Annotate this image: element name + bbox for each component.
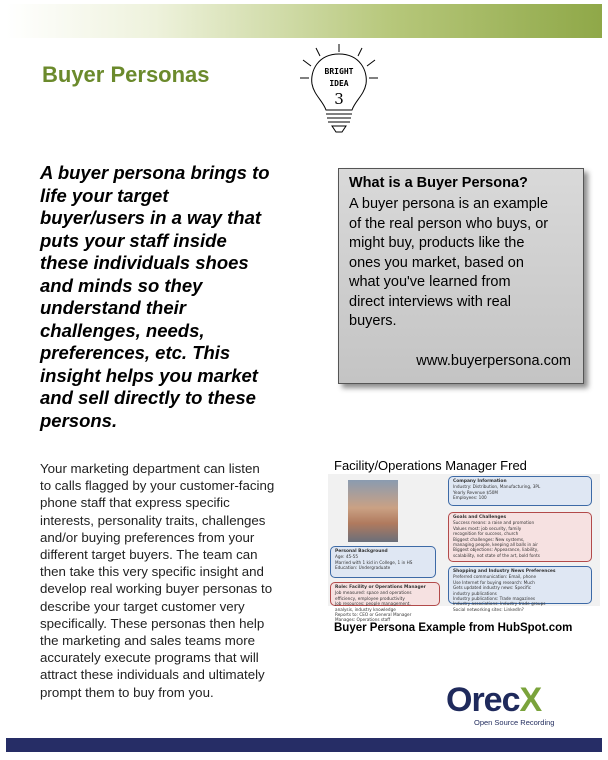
lead-line: and minds so they — [40, 274, 203, 296]
body-line: and/or buying preferences from your — [40, 529, 255, 545]
lead-line: persons. — [40, 409, 118, 431]
lead-line: life your target — [40, 184, 169, 206]
bulb-word-1: BRIGHT — [324, 67, 354, 76]
persona-example-image — [328, 474, 600, 623]
persona-photo — [348, 480, 398, 542]
logo-name-accent: X — [519, 681, 542, 719]
shopping-preferences-box — [448, 566, 592, 612]
goals-challenges-box — [448, 512, 592, 562]
box-item: Age: 45-55 — [335, 554, 359, 560]
callout-line: what you've learned from — [349, 274, 511, 290]
lead-line: A buyer persona brings to — [40, 162, 270, 183]
box-item: Success means: a raise and promotion — [453, 520, 535, 526]
box-item: Gets updated industry news: Specific — [453, 585, 532, 591]
goals-challenges-heading: Goals and Challenges — [453, 515, 507, 520]
lead-line: these individuals shoes — [40, 252, 249, 273]
box-item: Biggest challenges: New systems, — [453, 536, 525, 542]
bulb-number: 3 — [334, 90, 344, 108]
logo-wordmark — [446, 682, 554, 718]
box-item: Education: Undergraduate — [335, 565, 391, 571]
body-line: phone staff that express specific — [40, 495, 230, 511]
box-item: Preferred communication: Email, phone — [453, 574, 537, 580]
callout-line: direct interviews with real — [349, 293, 511, 310]
company-info-box — [448, 476, 592, 506]
box-item: Married with 1 kid in College, 1 in HS — [335, 559, 413, 565]
logo-tagline: Open Source Recording — [474, 718, 555, 727]
body-line: different target buyers. The team can — [40, 547, 258, 563]
body-line: develop real working buyer personas to — [40, 581, 273, 597]
callout-line: buyers. — [349, 313, 397, 329]
body-line: specifically. These personas then help — [40, 615, 265, 631]
personal-background-heading: Personal Background — [335, 549, 388, 554]
body-line: accurately execute programs that will — [40, 650, 259, 666]
box-item: managing people, keeping all balls in air — [453, 542, 538, 548]
callout-line: might buy, products like the — [349, 235, 525, 251]
box-item: analysis, industry knowledge — [335, 606, 396, 612]
box-item: Yearly Revenue $50M — [453, 489, 499, 495]
box-item: Reports to: CEO or General Manager — [335, 612, 412, 618]
lead-paragraph — [40, 162, 322, 432]
shopping-preferences-heading: Shopping and Industry News Preferences — [453, 569, 556, 574]
body-line: then take this very specific insight and — [40, 564, 264, 580]
callout-line: A buyer persona is an example — [349, 196, 549, 212]
body-line: to calls flagged by your customer-facing — [40, 478, 275, 494]
lead-line: buyer/users in a way that — [40, 207, 262, 228]
body-line: attract these individuals and ultimately — [40, 667, 265, 683]
box-item: Employees: 100 — [453, 495, 487, 501]
body-line: prompt them to buy from you. — [40, 684, 214, 700]
role-heading: Role: Facility or Operations Manager — [335, 585, 426, 590]
body-line: interests, personality traits, challenges — [40, 512, 266, 528]
callout-heading: What is a Buyer Persona? — [349, 175, 528, 191]
body-line: the marketing and sales teams more — [40, 633, 256, 649]
lead-line: insight helps you market — [40, 364, 258, 386]
bulb-word-2: IDEA — [329, 79, 349, 88]
persona-example-caption: Buyer Persona Example from HubSpot.com — [334, 622, 573, 634]
box-item: Manages: Operations staff — [335, 617, 391, 623]
callout-line: ones you market, based on — [349, 254, 524, 271]
box-item: Use Internet for buying research: Much — [453, 579, 535, 585]
box-item: scalability, not state of the art, bold fonts — [453, 552, 540, 558]
definition-callout-box — [338, 168, 584, 384]
callout-url: www.buyerpersona.com — [416, 353, 571, 369]
lead-line: puts your staff inside — [40, 229, 227, 251]
lead-line: challenges, needs, — [40, 319, 205, 341]
company-info-heading: Company Information — [453, 479, 507, 484]
bottom-bar — [6, 738, 602, 752]
callout-line: of the real person who buys, or — [349, 215, 549, 232]
lead-line: and sell directly to these — [40, 387, 256, 408]
box-item: Biggest objections: Appearance, liability, — [453, 547, 539, 553]
page-title: Buyer Personas — [42, 62, 210, 87]
personal-background-box — [330, 546, 436, 578]
callout-body — [349, 195, 573, 332]
box-item: Job measured: space and operations — [335, 590, 412, 596]
light-bulb-icon — [296, 44, 382, 136]
box-item: recognition for success, church — [453, 531, 519, 537]
box-item: Industry publications: Trade magazines — [453, 596, 536, 602]
orecx-logo — [446, 682, 554, 727]
body-line: Your marketing department can listen — [40, 461, 260, 476]
lead-line: preferences, etc. This — [40, 342, 231, 363]
box-item: industry publications — [453, 590, 497, 596]
box-item: Industry associations: Industry trade groups — [453, 601, 546, 607]
logo-name-main: Orec — [446, 681, 520, 719]
persona-example-title: Facility/Operations Manager Fred — [334, 458, 527, 473]
box-item: Job resources: people management, — [335, 601, 411, 607]
body-paragraph — [40, 460, 300, 701]
lead-line: understand their — [40, 297, 186, 318]
box-item: efficiency, employee productivity — [335, 595, 405, 601]
top-gradient-band — [6, 4, 602, 38]
box-item: Industry: Distribution, Manufacturing, 3PL — [453, 484, 541, 490]
role-box — [330, 582, 440, 623]
box-item: Values most: job security, family — [453, 525, 522, 531]
body-line: describe your target customer very — [40, 598, 245, 614]
box-item: Social networking sites: LinkedIn? — [453, 606, 524, 612]
